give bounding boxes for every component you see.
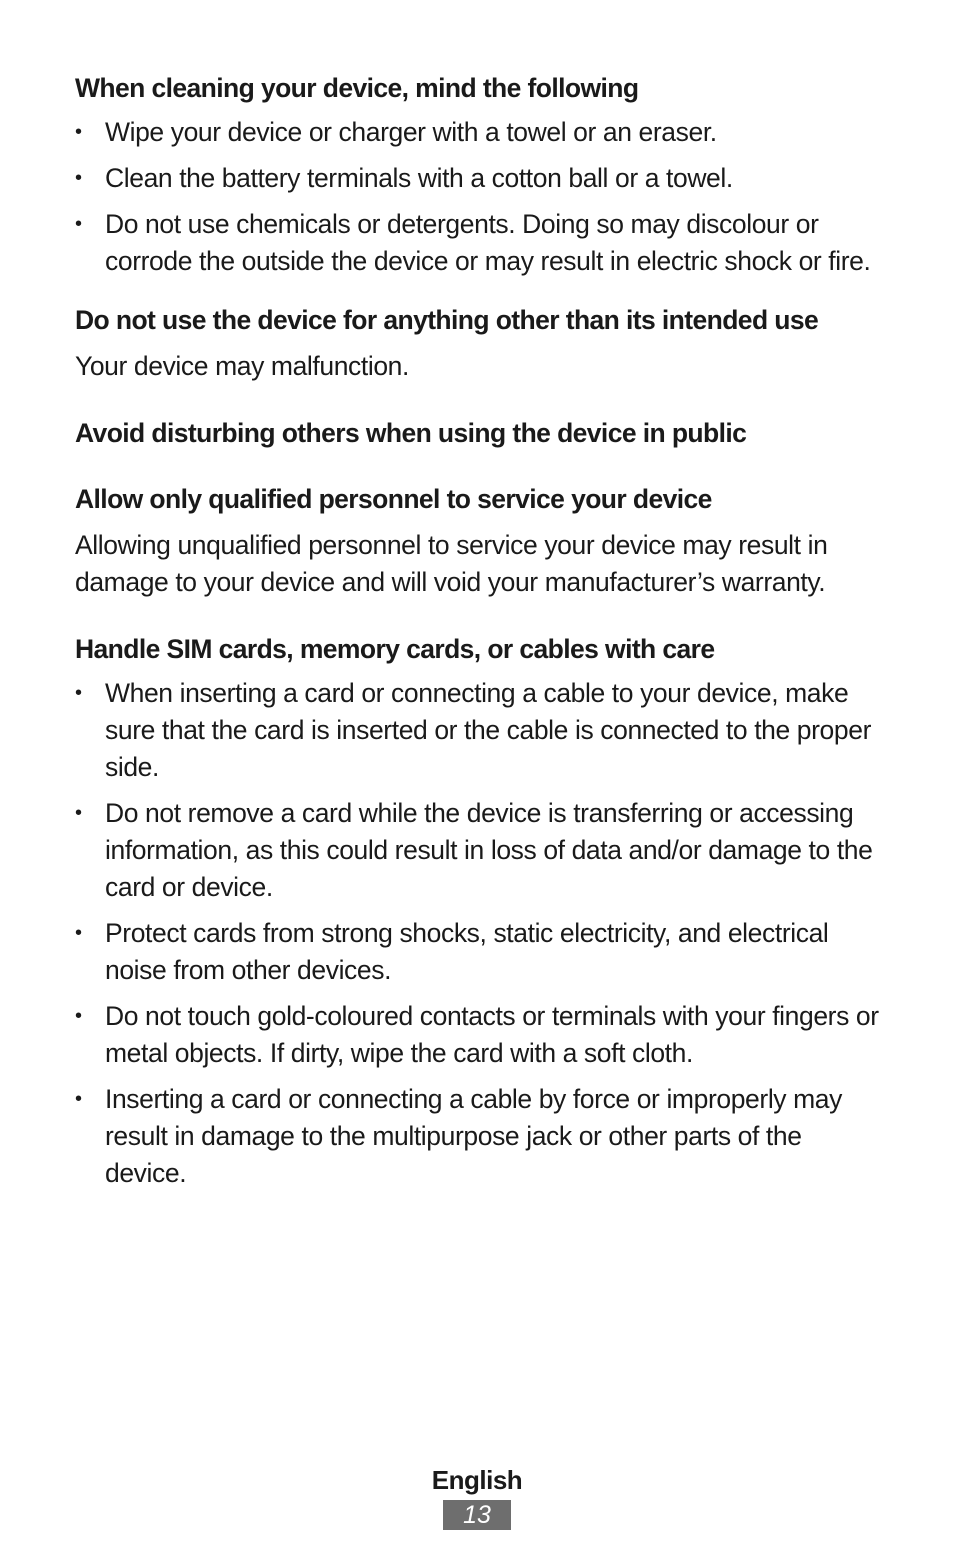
bullet-list	[75, 675, 887, 1192]
list-item	[75, 160, 887, 197]
section-paragraph: Your device may malfunction.	[75, 351, 409, 381]
bullet-icon: •	[75, 802, 82, 824]
section-heading: Allow only qualified personnel to service your device	[75, 484, 712, 514]
list-item-text: When inserting a card or connecting a cable to your device, make sure that the card is inserted or the cable is connected to the proper side.	[105, 678, 871, 782]
bullet-icon: •	[75, 922, 82, 944]
list-item-text: Do not remove a card while the device is transferring or accessing information, as this could result in loss of data and/or damage to the card or device.	[105, 798, 873, 902]
bullet-list	[75, 114, 887, 280]
page-number: 13	[443, 1500, 511, 1530]
section-intended-use	[75, 302, 887, 385]
bullet-icon: •	[75, 213, 82, 235]
section-paragraph: Allowing unqualified personnel to service your device may result in damage to your device and will void your manufacturer’s warranty.	[75, 530, 828, 597]
section-heading: Do not use the device for anything other than its intended use	[75, 305, 819, 335]
page-footer	[0, 1462, 954, 1530]
list-item-text: Do not touch gold-coloured contacts or terminals with your fingers or metal objects. If dirty, wipe the card with a soft cloth.	[105, 1001, 879, 1068]
list-item	[75, 915, 887, 989]
list-item-text: Protect cards from strong shocks, static electricity, and electrical noise from other devices.	[105, 918, 829, 985]
list-item	[75, 206, 887, 280]
list-item-text: Clean the battery terminals with a cotton ball or a towel.	[105, 163, 733, 193]
section-cleaning	[75, 70, 887, 280]
section-heading: Handle SIM cards, memory cards, or cables with care	[75, 634, 715, 664]
section-heading: Avoid disturbing others when using the device in public	[75, 418, 747, 448]
list-item	[75, 1081, 887, 1192]
list-item-text: Wipe your device or charger with a towel or an eraser.	[105, 117, 717, 147]
section-public-use	[75, 415, 887, 451]
list-item	[75, 114, 887, 151]
document-body	[75, 70, 887, 1214]
footer-language: English	[431, 1465, 523, 1495]
list-item	[75, 675, 887, 786]
bullet-icon: •	[75, 167, 82, 189]
section-qualified-service	[75, 481, 887, 601]
list-item-text: Do not use chemicals or detergents. Doing so may discolour or corrode the outside the device or may result in electric shock or fire.	[105, 209, 871, 276]
section-heading: When cleaning your device, mind the following	[75, 73, 639, 103]
bullet-icon: •	[75, 1005, 82, 1027]
bullet-icon: •	[75, 1088, 82, 1110]
bullet-icon: •	[75, 121, 82, 143]
section-cards-cables	[75, 631, 887, 1192]
list-item-text: Inserting a card or connecting a cable by force or improperly may result in damage to the multipurpose jack or other parts of the device.	[105, 1084, 842, 1188]
list-item	[75, 998, 887, 1072]
list-item	[75, 795, 887, 906]
bullet-icon: •	[75, 682, 82, 704]
